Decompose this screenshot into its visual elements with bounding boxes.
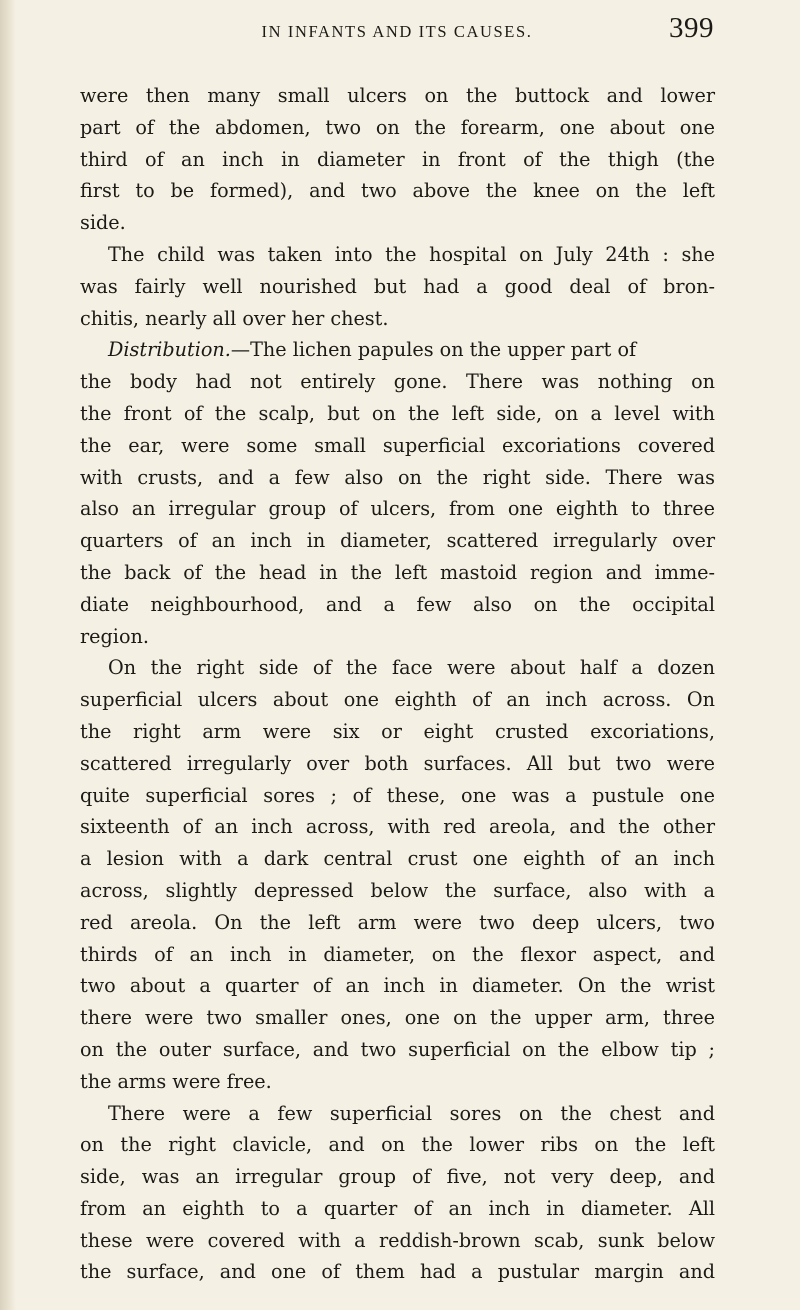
text-line: on the right clavicle, and on the lower ribs on the left [80, 1133, 715, 1157]
text-line: quite superficial sores ; of these, one was a pustule one [80, 783, 715, 807]
text-line-remainder: —The lichen papules on the upper part of [230, 338, 637, 362]
text-line: with crusts, and a few also on the right side. There was [80, 465, 715, 489]
text-line: On the right side of the face were about half a dozen [108, 656, 715, 680]
body-text [80, 80, 715, 1288]
text-line: also an irregular group of ulcers, from one eighth to three [80, 497, 715, 521]
text-line: the right arm were six or eight crusted excoriations, [80, 719, 715, 743]
text-line: these were covered with a reddish-brown scab, sunk below [80, 1228, 715, 1252]
text-line: the arms were free. [80, 1069, 272, 1093]
text-line: were then many small ulcers on the buttock and lower [80, 84, 715, 107]
text-line: part of the abdomen, two on the forearm, one about one [80, 115, 715, 139]
text-line: The child was taken into the hospital on July 24th : she [108, 242, 715, 266]
text-line: quarters of an inch in diameter, scattered irregularly over [80, 529, 715, 553]
text-line: thirds of an inch in diameter, on the flexor aspect, and [80, 942, 715, 966]
text-line: chitis, nearly all over her chest. [80, 306, 389, 330]
text-line: from an eighth to a quarter of an inch in diameter. All [80, 1196, 715, 1220]
text-line: two about a quarter of an inch in diameter. On the wrist [80, 974, 715, 998]
text-line: sixteenth of an inch across, with red areola, and the other [80, 815, 715, 839]
text-line: diate neighbourhood, and a few also on the occipital [80, 592, 715, 616]
text-line: the front of the scalp, but on the left side, on a level with [80, 401, 715, 425]
page-number: 399 [669, 12, 714, 44]
text-line: a lesion with a dark central crust one eighth of an inch [80, 847, 715, 871]
text-line: superficial ulcers about one eighth of an inch across. On [80, 688, 715, 712]
text-line: the ear, were some small superficial excoriations covered [80, 433, 715, 457]
text-line [80, 334, 715, 366]
text-line: there were two smaller ones, one on the upper arm, three [80, 1006, 715, 1030]
section-heading-distribution: Distribution. [108, 338, 231, 362]
text-line: on the outer surface, and two superficial on the elbow tip ; [80, 1037, 715, 1061]
text-line: red areola. On the left arm were two deep ulcers, two [80, 910, 715, 934]
text-line: was fairly well nourished but had a good deal of bron- [80, 274, 715, 298]
text-line: scattered irregularly over both surfaces. All but two were [80, 751, 715, 775]
text-line: side. [80, 211, 126, 235]
text-line: third of an inch in diameter in front of the thigh (the [80, 147, 715, 171]
text-line: side, was an irregular group of five, not very deep, and [80, 1165, 715, 1189]
running-head [80, 10, 714, 50]
text-line: across, slightly depressed below the surface, also with a [80, 878, 715, 902]
text-line: There were a few superficial sores on the chest and [108, 1101, 715, 1125]
text-line: region. [80, 624, 149, 648]
page-gutter [0, 0, 16, 1310]
text-line: first to be formed), and two above the knee on the left [80, 179, 715, 203]
text-line: the body had not entirely gone. There was nothing on [80, 370, 715, 394]
text-line: the surface, and one of them had a pustular margin and [80, 1260, 715, 1284]
running-title: IN INFANTS AND ITS CAUSES. [261, 22, 533, 41]
text-line: the back of the head in the left mastoid region and imme- [80, 560, 715, 584]
